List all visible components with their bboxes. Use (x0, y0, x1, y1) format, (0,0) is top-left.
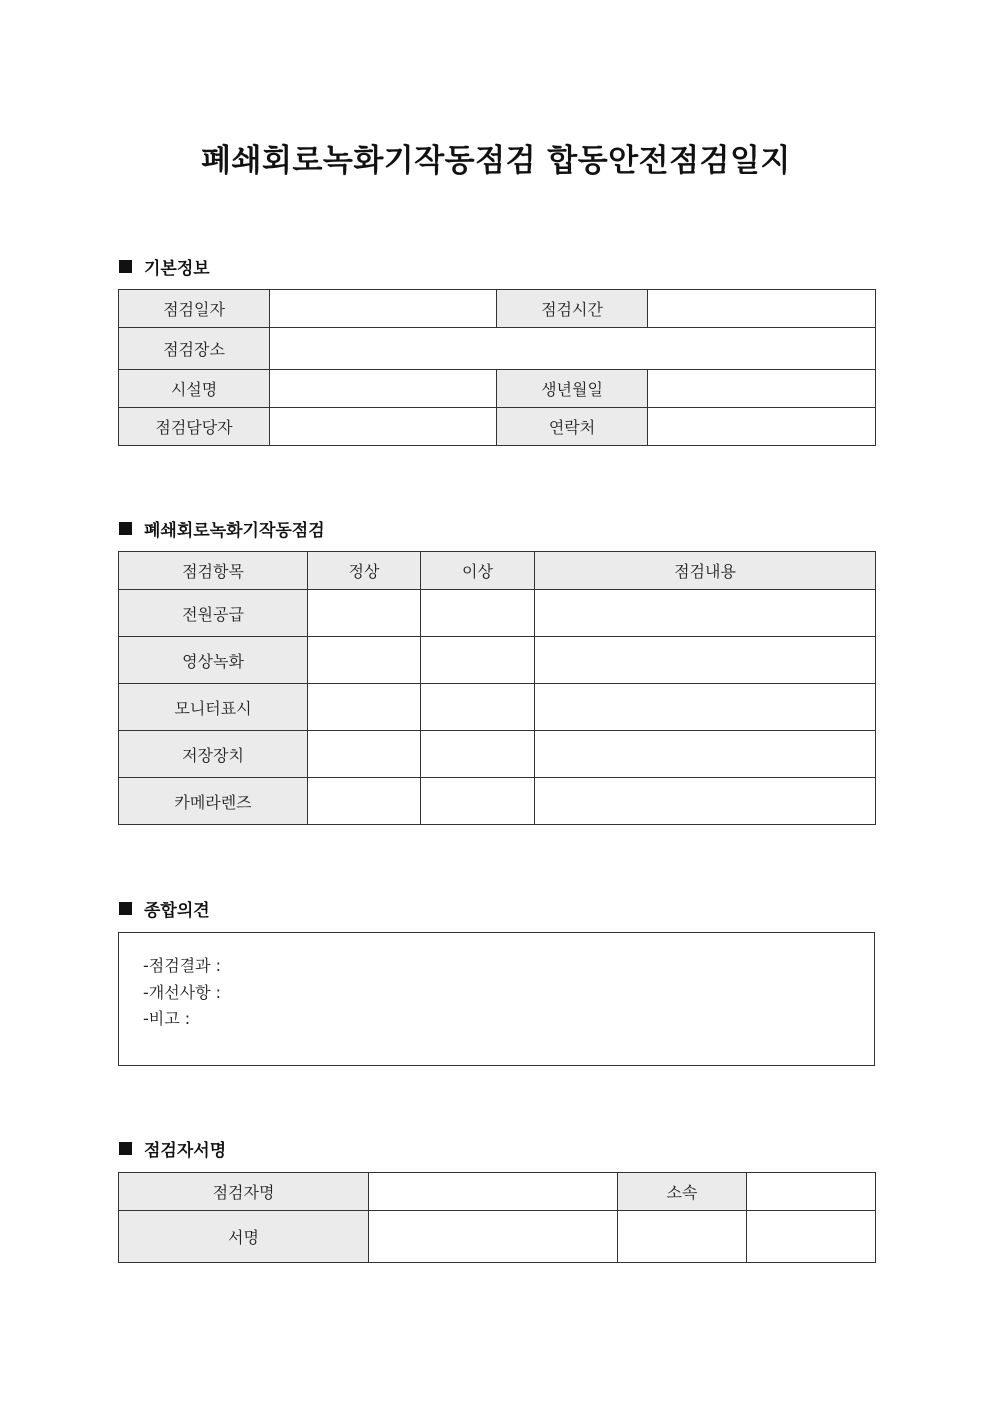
field-inspector-name[interactable] (369, 1173, 618, 1211)
normal-cell[interactable] (308, 731, 421, 778)
field-birth-date[interactable] (648, 370, 876, 408)
table-row (119, 590, 876, 637)
section-heading-label: 기본정보 (144, 259, 210, 279)
normal-cell[interactable] (308, 637, 421, 684)
cctv-check-table (118, 551, 876, 825)
abnormal-cell[interactable] (421, 590, 535, 637)
section-heading-opinion (119, 896, 210, 921)
details-cell[interactable] (535, 778, 876, 825)
abnormal-cell[interactable] (421, 637, 535, 684)
field-signature-extra-2[interactable] (747, 1211, 876, 1263)
label-affiliation: 소속 (618, 1173, 747, 1211)
square-bullet-icon (119, 260, 132, 273)
details-cell[interactable] (535, 590, 876, 637)
field-contact[interactable] (648, 408, 876, 446)
abnormal-cell[interactable] (421, 684, 535, 731)
header-check-details: 점검내용 (535, 552, 876, 590)
details-cell[interactable] (535, 731, 876, 778)
field-inspection-time[interactable] (648, 290, 876, 328)
label-manager: 점검담당자 (119, 408, 270, 446)
label-inspection-place: 점검장소 (119, 328, 270, 370)
field-facility-name[interactable] (270, 370, 497, 408)
opinion-line-remarks: -비고 : (143, 1009, 191, 1028)
header-normal: 정상 (308, 552, 421, 590)
check-item-label: 저장장치 (119, 731, 308, 778)
field-affiliation[interactable] (747, 1173, 876, 1211)
check-item-label: 전원공급 (119, 590, 308, 637)
square-bullet-icon (119, 1142, 132, 1155)
abnormal-cell[interactable] (421, 778, 535, 825)
label-signature: 서명 (119, 1211, 369, 1263)
square-bullet-icon (119, 902, 132, 915)
section-heading-basic (119, 254, 210, 279)
table-row (119, 637, 876, 684)
table-row (119, 778, 876, 825)
table-row (119, 731, 876, 778)
label-inspection-date: 점검일자 (119, 290, 270, 328)
section-heading-label: 점검자서명 (144, 1141, 227, 1161)
normal-cell[interactable] (308, 778, 421, 825)
basic-info-table (118, 289, 876, 446)
field-inspection-place[interactable] (270, 328, 876, 370)
signature-table (118, 1172, 876, 1263)
square-bullet-icon (119, 522, 132, 535)
label-birth-date: 생년월일 (497, 370, 648, 408)
field-signature[interactable] (369, 1211, 618, 1263)
opinion-box[interactable] (118, 932, 875, 1066)
details-cell[interactable] (535, 684, 876, 731)
check-item-label: 모니터표시 (119, 684, 308, 731)
field-inspection-date[interactable] (270, 290, 497, 328)
header-check-item: 점검항목 (119, 552, 308, 590)
normal-cell[interactable] (308, 590, 421, 637)
field-signature-extra-1[interactable] (618, 1211, 747, 1263)
table-row (119, 684, 876, 731)
field-manager[interactable] (270, 408, 497, 446)
section-heading-cctv (119, 516, 325, 541)
label-inspector-name: 점검자명 (119, 1173, 369, 1211)
details-cell[interactable] (535, 637, 876, 684)
section-heading-label: 폐쇄회로녹화기작동점검 (144, 521, 325, 541)
label-facility-name: 시설명 (119, 370, 270, 408)
label-inspection-time: 점검시간 (497, 290, 648, 328)
check-item-label: 카메라렌즈 (119, 778, 308, 825)
label-contact: 연락처 (497, 408, 648, 446)
opinion-line-result: -점검결과 : (143, 956, 222, 975)
header-abnormal: 이상 (421, 552, 535, 590)
check-item-label: 영상녹화 (119, 637, 308, 684)
abnormal-cell[interactable] (421, 731, 535, 778)
normal-cell[interactable] (308, 684, 421, 731)
section-heading-signature (119, 1136, 226, 1161)
page-title: 폐쇄회로녹화기작동점검 합동안전점검일지 (201, 143, 791, 179)
section-heading-label: 종합의견 (144, 901, 210, 921)
opinion-line-improvement: -개선사항 : (143, 982, 222, 1002)
